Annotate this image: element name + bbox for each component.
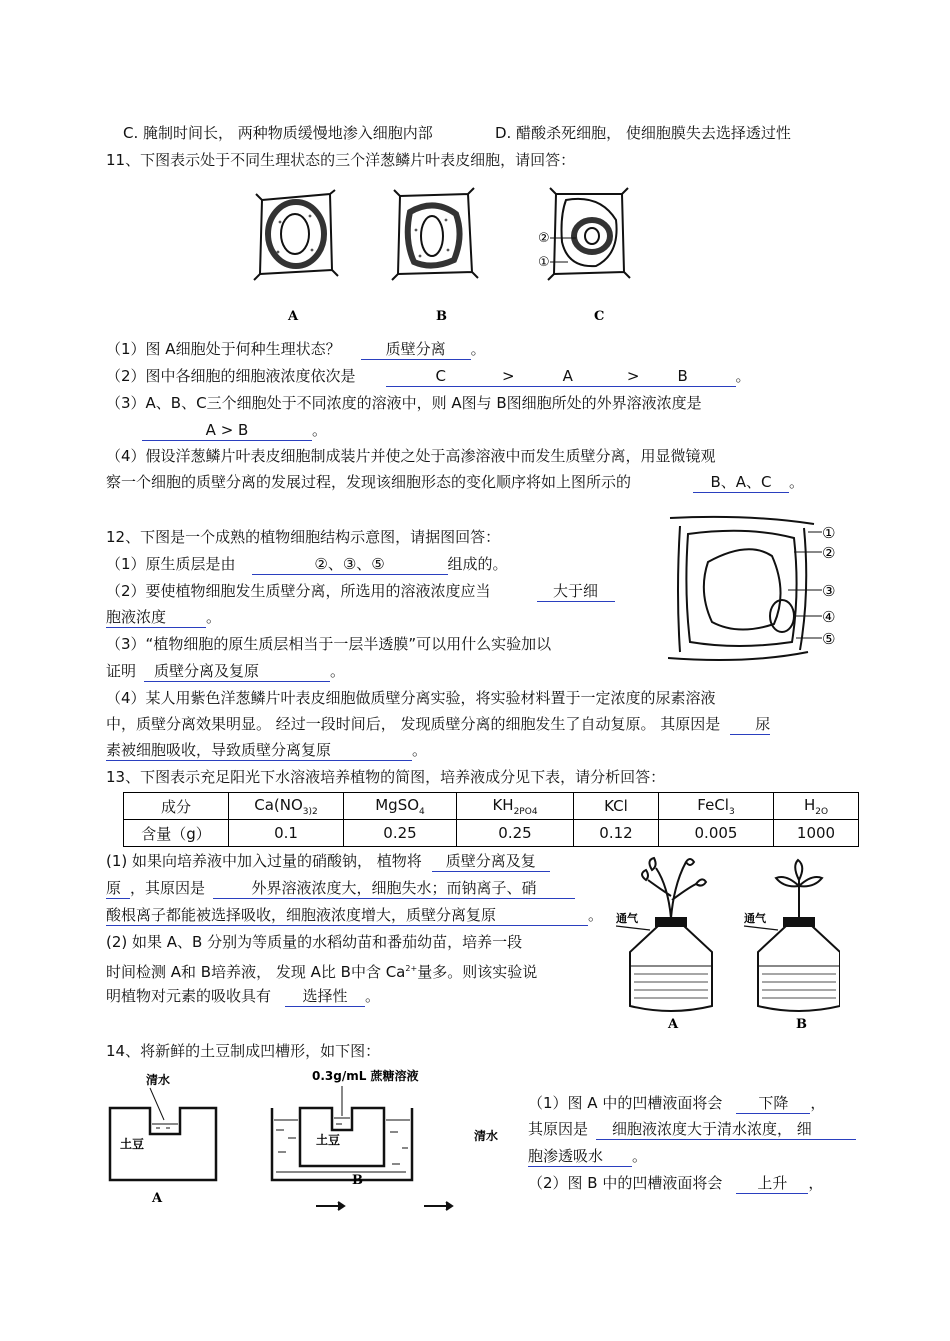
q12-part4-line1: （4）某人用紫色洋葱鳞片叶表皮细胞做质壁分离实验，将实验材料置于一定浓度的尿素溶液: [106, 689, 716, 707]
q14-a-potato-label: 土豆: [120, 1137, 145, 1151]
q11-cells-figure: [250, 180, 640, 330]
q14-answer1: 下降: [736, 1093, 810, 1114]
table-cell: 0.005: [659, 820, 774, 847]
q11-answer4: B、A、C: [693, 472, 789, 493]
q12-answer1: ②、③、⑤: [252, 554, 448, 575]
q13-part1-line2: 原 ，其原因是 外界溶液浓度大，细胞失水；而钠离子、硝: [106, 878, 575, 899]
q12-mark-3: ③: [822, 582, 836, 600]
q13-aeration-label-b: 通气: [744, 912, 766, 925]
q13-answer2: 选择性: [285, 986, 365, 1007]
q12-answer4b: 素被细胞吸收，导致质壁分离复原: [106, 740, 412, 761]
q13-part2-line2: 时间检测 A和 B培养液， 发现 A比 B中含 $Ca^{2+}$量多。则该实验说: [106, 963, 538, 981]
q14-answer1-reason: 细胞液浓度大于清水浓度， 细: [596, 1119, 856, 1140]
q12-answer2b: 胞液浓度: [106, 607, 206, 628]
table-cell: 0.25: [457, 820, 574, 847]
q12-plant-cell-figure: [668, 512, 848, 672]
q13-nutrient-table: [123, 792, 859, 847]
q12-mark-1: ①: [822, 524, 836, 542]
q13-row-label: 含量（g）: [124, 820, 229, 847]
q12-mark-2: ②: [822, 544, 836, 562]
q13-th-kh2po4: $KH_{2PO4}$: [457, 793, 574, 820]
q12-part3-line1: （3）“植物细胞的原生质层相当于一层半透膜”可以用什么实验加以: [106, 635, 552, 653]
q13-th-mgso4: MgSO$_4$: [344, 793, 457, 820]
q12-part2-cont: 胞液浓度 。: [106, 608, 222, 626]
q11-answer2: C > A > B: [386, 366, 736, 387]
q12-answer2a: 大于细: [537, 581, 615, 602]
q12-stem: 12、下图是一个成熟的植物细胞结构示意图，请据图回答：: [106, 528, 501, 546]
q13-part2-line1: (2) 如果 A、B 分别为等质量的水稻幼苗和番茄幼苗，培养一段: [106, 933, 523, 951]
q14-b-sucrose-label: 0.3g/mL 蔗糖溶液: [312, 1069, 419, 1083]
q14-b-label: B: [352, 1173, 363, 1188]
q13-answer1b: 原: [106, 878, 130, 899]
q11-part1: （1）图 A细胞处于何种生理状态？ 质壁分离 。: [106, 340, 486, 358]
q12-part3-line2: 证明 质壁分离及复原 。: [106, 662, 346, 680]
table-cell: 0.25: [344, 820, 457, 847]
q13-jar-label-a: A: [668, 1017, 679, 1032]
q14-potato-figure: [106, 1068, 506, 1216]
q13-answer1d: 酸根离子都能被选择吸收，细胞液浓度增大，质壁分离复原: [106, 905, 588, 926]
q11-part2: （2）图中各细胞的细胞液浓度依次是 C > A > B 。: [106, 367, 751, 385]
q12-answer3: 质壁分离及复原: [144, 661, 330, 682]
q11-part3: （3）A、B、C三个细胞处于不同浓度的溶液中，则 A图与 B图细胞所处的外界溶液浓度是: [106, 394, 702, 412]
q11-stem: 11、下图表示处于不同生理状态的三个洋葱鳞片叶表皮细胞，请回答：: [106, 151, 576, 169]
q12-mark-5: ⑤: [822, 630, 836, 648]
q13-th-kcl: KCl: [574, 793, 659, 820]
q13-aeration-label-a: 通气: [616, 912, 638, 925]
q12-part4-line2: 中，质壁分离效果明显。 经过一段时间后， 发现质壁分离的细胞发生了自动复原。 其原因是 尿: [106, 715, 771, 733]
q11-answer1: 质壁分离: [361, 339, 471, 360]
q14-b-water-label: 清水: [474, 1129, 499, 1143]
q11-label-a: A: [288, 309, 299, 324]
table-cell: 0.1: [229, 820, 344, 847]
q14-part2: （2）图 B 中的凹槽液面将会 上升 ，: [528, 1174, 824, 1192]
q14-a-label: A: [152, 1191, 163, 1206]
q13-th-fecl3: FeCl$_3$: [659, 793, 774, 820]
q10-option-d: D. 醋酸杀死细胞， 使细胞膜失去选择透过性: [495, 124, 791, 142]
q12-part1: （1）原生质层是由 ②、③、⑤ 组成的。: [106, 555, 508, 573]
q11-part4-line1: （4）假设洋葱鳞片叶表皮细胞制成装片并使之处于高渗溶液中而发生质壁分离，用显微镜观: [106, 447, 716, 465]
q13-part1-line1: (1) 如果向培养液中加入过量的硝酸钠， 植物将 质壁分离及复: [106, 851, 550, 872]
q11-part3-answer-line: A > B 。: [106, 420, 327, 441]
q11-answer3: A > B: [142, 420, 312, 441]
q12-mark-4: ④: [822, 608, 836, 626]
q13-th-component: 成分: [124, 793, 229, 820]
q11-label-b: B: [436, 309, 447, 324]
q14-a-water-label: 清水: [146, 1073, 171, 1087]
q14-part1-line1: （1）图 A 中的凹槽液面将会 下降 ，: [528, 1094, 826, 1112]
q14-part1-line2: 其原因是 细胞液浓度大于清水浓度， 细: [528, 1119, 856, 1140]
q11-part4-line2: 察一个细胞的质壁分离的发展过程，发现该细胞形态的变化顺序将如上图所示的 B、A、C 。: [106, 473, 805, 491]
q11-mark-2: ②: [538, 231, 550, 246]
q12-answer4a: 尿: [730, 714, 770, 735]
q12-part2: （2）要使植物细胞发生质壁分离，所选用的溶液浓度应当 大于细: [106, 581, 615, 602]
q10-option-c: C. 腌制时间长， 两种物质缓慢地渗入细胞内部: [123, 124, 433, 142]
table-row: [124, 820, 859, 847]
q13-th-h2o: $H_{2O}$: [774, 793, 859, 820]
q11-label-c: C: [594, 309, 605, 324]
q13-part1-line3: 酸根离子都能被选择吸收，细胞液浓度增大，质壁分离复原 。: [106, 906, 604, 924]
q12-part4-line3: 素被细胞吸收，导致质壁分离复原 。: [106, 741, 428, 759]
q14-part1-line3: 胞渗透吸水 。: [528, 1147, 648, 1165]
q14-answer1-reason-cont: 胞渗透吸水: [528, 1146, 632, 1167]
q13-jar-label-b: B: [796, 1017, 807, 1032]
q14-b-potato-label: 土豆: [316, 1133, 341, 1147]
table-cell: 0.12: [574, 820, 659, 847]
q13-th-cano3: $Ca(NO_{3)2}$: [229, 793, 344, 820]
q13-answer1a: 质壁分离及复: [432, 851, 550, 872]
q14-answer2: 上升: [736, 1173, 808, 1194]
table-cell: 1000: [774, 820, 859, 847]
q14-stem: 14、将新鲜的土豆制成凹槽形，如下图：: [106, 1042, 381, 1060]
table-row: [124, 793, 859, 820]
q13-stem: 13、下图表示充足阳光下水溶液培养植物的简图，培养液成分见下表，请分析回答：: [106, 768, 666, 786]
q13-part2-line3: 明植物对元素的吸收具有 选择性 。: [106, 987, 381, 1005]
q13-answer1c: 外界溶液浓度大，细胞失水；而钠离子、硝: [213, 878, 575, 899]
q11-mark-1: ①: [538, 255, 550, 270]
q13-culture-jars-figure: [616, 856, 840, 1032]
